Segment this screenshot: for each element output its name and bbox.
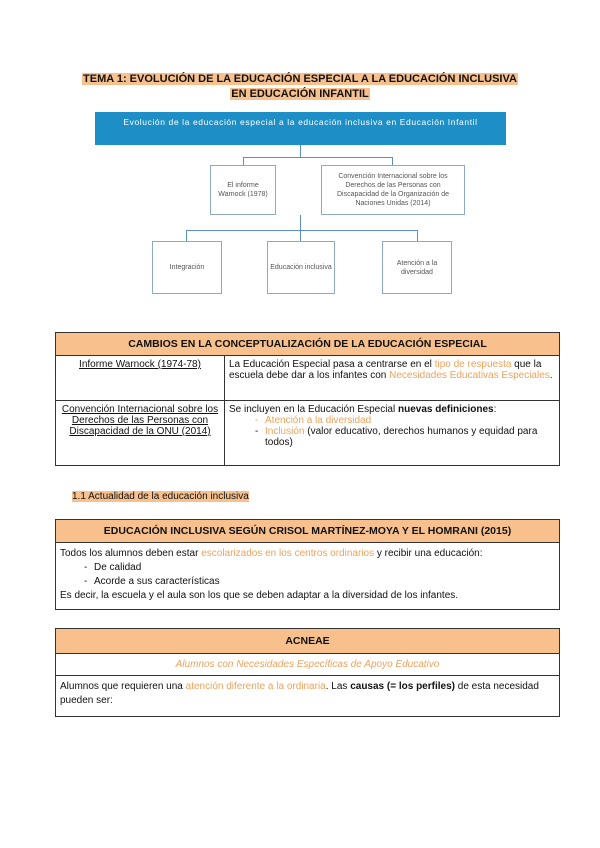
table-cell: [56, 676, 560, 717]
table-inclusiva: [55, 519, 560, 610]
table-cambios-header: CAMBIOS EN LA CONCEPTUALIZACIÓN DE LA EDUCACIÓN ESPECIAL: [56, 333, 560, 356]
diagram-connector: [300, 145, 301, 157]
text: .: [549, 370, 553, 381]
text: . Las: [325, 681, 351, 692]
table-inclusiva-header: EDUCACIÓN INCLUSIVA SEGÚN CRISOL MARTÍNEZ-MOYA Y EL HOMRANI (2015): [56, 520, 560, 543]
table-row: [56, 401, 225, 466]
highlight-text: Inclusión: [265, 426, 305, 437]
list-item: [265, 415, 555, 426]
text: Es decir, la escuela y el aula son los que se deben adaptar a la diversidad de los infantes.: [60, 590, 459, 601]
text: que la escuela debe dar a los infantes con: [229, 359, 542, 381]
diagram-box-inclusiva: Educación inclusiva: [267, 241, 335, 294]
highlight-text: tipo de respuesta: [434, 359, 512, 370]
diagram-connector: [186, 230, 418, 231]
text: de esta necesidad pueden ser:: [60, 681, 539, 706]
diagram-connector: [300, 215, 301, 230]
highlight-text: escolarizados en los centros ordinarios: [201, 548, 375, 559]
list-item: - De calidad: [94, 561, 555, 575]
text: Se incluyen en la Educación Especial: [229, 404, 398, 415]
highlight-text: atención diferente a la ordinaria: [185, 681, 326, 692]
section-heading-text: 1.1 Actualidad de la educación inclusiva: [72, 491, 249, 502]
table-acneae-subheader: Alumnos con Necesidades Específicas de Apoyo Educativo: [56, 654, 560, 676]
diagram-connector: [417, 230, 418, 241]
list-item: - Acorde a sus características: [94, 575, 555, 589]
table-cambios: [55, 332, 560, 466]
diagram-box-convencion: Convención Internacional sobre los Derechos de las Personas con Discapacidad de la Organización de Naciones Unidas (2014): [321, 165, 465, 215]
table-cell: [56, 543, 560, 610]
diagram-top-box: Evolución de la educación especial a la educación inclusiva en Educación Infantil: [95, 112, 506, 145]
text: :: [493, 404, 497, 415]
diagram-connector: [300, 230, 301, 241]
diagram-connector: [186, 230, 187, 241]
table-acneae: [55, 628, 560, 717]
list-item: [265, 426, 555, 448]
page-title: [0, 72, 600, 102]
diagram-box-diversidad: Atención a la diversidad: [382, 241, 452, 294]
text: La Educación Especial pasa a centrarse en el: [229, 359, 435, 370]
highlight-text: Atención a la diversidad: [265, 415, 372, 426]
text: Todos los alumnos deben estar: [60, 548, 202, 559]
text: (valor educativo, derechos humanos y equidad para todos): [265, 426, 538, 448]
bold-text: nuevas definiciones: [398, 404, 494, 415]
highlight-text: Necesidades Educativas Especiales: [389, 370, 550, 381]
section-heading: [72, 491, 249, 502]
text: Alumnos que requieren una: [60, 681, 186, 692]
table-acneae-header: ACNEAE: [56, 629, 560, 654]
diagram-connector: [243, 157, 393, 158]
convencion-label: Convención Internacional sobre los Derechos de las Personas con Discapacidad de la ONU (2014): [61, 404, 219, 437]
title-line-2: EN EDUCACIÓN INFANTIL: [231, 88, 369, 100]
bold-text: causas (= los perfiles): [350, 681, 455, 692]
diagram-connector: [392, 157, 393, 165]
warnock-label: Informe Warnock (1974-78): [79, 359, 201, 370]
diagram-box-warnock: El informe Warnock (1978): [210, 165, 276, 215]
table-cell: [225, 401, 560, 466]
table-row: [56, 356, 225, 401]
diagram-connector: [243, 157, 244, 165]
table-cell: [225, 356, 560, 401]
text: y recibir una educación:: [374, 548, 483, 559]
diagram-box-integracion: Integración: [152, 241, 222, 294]
title-line-1: TEMA 1: EVOLUCIÓN DE LA EDUCACIÓN ESPECIAL A LA EDUCACIÓN INCLUSIVA: [83, 73, 517, 85]
